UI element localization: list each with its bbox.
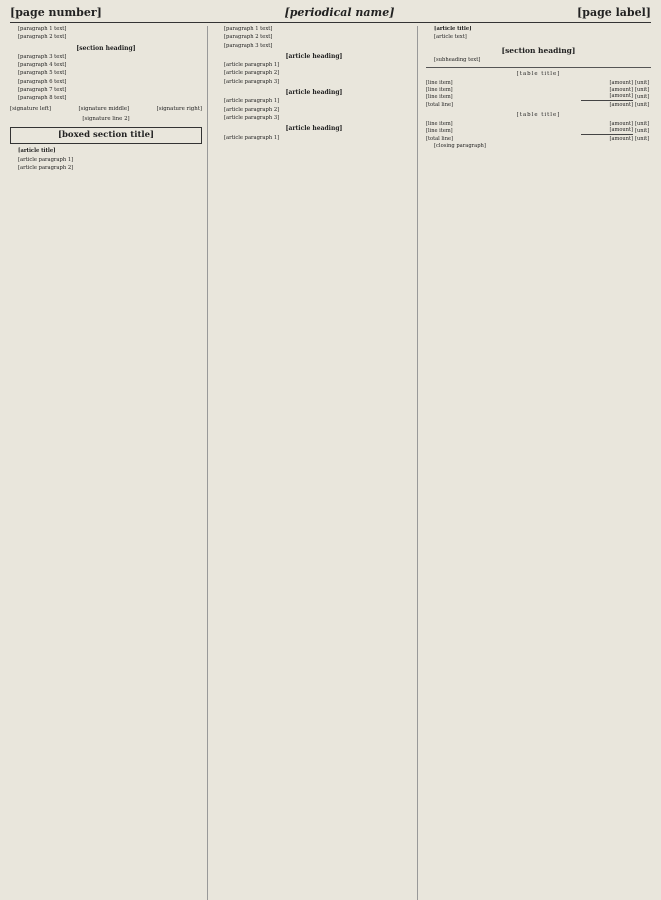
col1-intro — [10, 26, 202, 42]
paragraph: [article paragraph 1] — [224, 62, 280, 69]
paragraph: [article text] — [434, 34, 467, 41]
masthead-title: [periodical name] — [284, 6, 395, 19]
boxed-section-title: [boxed section title] — [10, 127, 202, 144]
paragraph: [article paragraph 2] — [224, 70, 280, 77]
signature-note: [signature line 2] — [82, 115, 130, 122]
ledger-row — [426, 135, 651, 143]
article-lead: [article title] — [18, 148, 56, 155]
ledger-currency: [unit] — [635, 136, 650, 143]
paragraph: [paragraph 4 text] — [18, 62, 67, 69]
ledger-label: [total line] — [426, 101, 453, 108]
paragraph: [paragraph 3 text] — [224, 42, 273, 49]
ledger-title: [table title] — [516, 70, 561, 77]
signature-line — [10, 106, 202, 113]
ledger-currency: [unit] — [635, 120, 650, 127]
ledger-tables — [426, 71, 651, 143]
ledger-amount: [amount] — [581, 100, 633, 108]
page-header — [10, 6, 651, 23]
paragraph: [paragraph 8 text] — [18, 95, 67, 102]
column-right — [426, 26, 651, 900]
paragraph: [paragraph 1 text] — [18, 26, 67, 32]
paragraph: [paragraph 5 text] — [18, 70, 67, 77]
ledger-currency: [unit] — [635, 80, 650, 87]
article-heading: [article heading] — [285, 89, 343, 97]
paragraph: [paragraph 6 text] — [18, 78, 67, 85]
article-heading: [article heading] — [285, 52, 343, 60]
paragraph: [paragraph 2 text] — [224, 34, 273, 41]
ledger-label: [line item] — [426, 80, 453, 87]
paragraph: [article paragraph 1] — [224, 134, 280, 141]
ledger-currency: [unit] — [635, 86, 650, 93]
ledger-currency: [unit] — [635, 93, 650, 100]
paragraph: [paragraph 1 text] — [224, 26, 273, 32]
article-lead: [article title] — [434, 26, 472, 32]
ledger-currency: [unit] — [635, 127, 650, 134]
signature-left: [signature left] — [10, 105, 52, 112]
ledger-table — [426, 80, 651, 108]
closing-paragraph: [closing paragraph] — [434, 142, 486, 149]
ledger-row — [426, 121, 651, 128]
col2-sec1 — [216, 62, 412, 86]
article-heading: [article heading] — [285, 125, 343, 133]
signature-right: [signature right] — [156, 105, 202, 112]
col2-top — [216, 26, 412, 50]
ledger-label: [line item] — [426, 120, 453, 127]
ledger-label: [line item] — [426, 93, 453, 100]
ledger-amount: [amount] — [581, 135, 633, 143]
paragraph: [paragraph 2 text] — [18, 34, 67, 41]
ledger-amount: [amount] — [609, 80, 633, 87]
ledger-amount: [amount] — [609, 127, 633, 134]
ledger-title: [table title] — [516, 111, 561, 118]
subheading: [subheading text] — [434, 56, 481, 63]
paragraph: [article paragraph 1] — [18, 156, 74, 163]
section-heading: [section heading] — [501, 45, 576, 55]
ledger-row — [426, 100, 651, 108]
ledger-row — [426, 87, 651, 94]
ledger-amount: [amount] — [609, 86, 633, 93]
paragraph: [article paragraph 3] — [224, 78, 280, 85]
paragraph: [paragraph 3 text] — [18, 53, 67, 60]
paragraph: [article paragraph 1] — [224, 98, 280, 105]
section-heading: [section heading] — [76, 44, 136, 52]
columns — [10, 26, 651, 900]
column-middle — [216, 26, 418, 900]
ledger-currency: [unit] — [635, 101, 650, 108]
ledger-amount: [amount] — [609, 93, 633, 100]
ledger-label: [total line] — [426, 136, 453, 143]
ledger-row — [426, 80, 651, 87]
paragraph: [article paragraph 2] — [224, 106, 280, 113]
col1-body — [10, 54, 202, 103]
paragraph: [article paragraph 2] — [18, 164, 74, 171]
col1-article — [10, 148, 202, 172]
paragraph: [article paragraph 3] — [224, 114, 280, 121]
ledger-row — [426, 127, 651, 134]
col2-sec3 — [216, 135, 412, 142]
col2-sec2 — [216, 98, 412, 122]
column-left — [10, 26, 208, 900]
divider — [426, 67, 651, 68]
ledger-label: [line item] — [426, 127, 453, 134]
ledger-label: [line item] — [426, 86, 453, 93]
page-number: [page number] — [10, 6, 102, 19]
signature-mid: [signature middle] — [78, 105, 130, 112]
ledger-amount: [amount] — [609, 120, 633, 127]
ledger-table — [426, 121, 651, 143]
page-label: [page label] — [577, 6, 651, 19]
ledger-row — [426, 93, 651, 100]
paragraph: [paragraph 7 text] — [18, 87, 67, 94]
